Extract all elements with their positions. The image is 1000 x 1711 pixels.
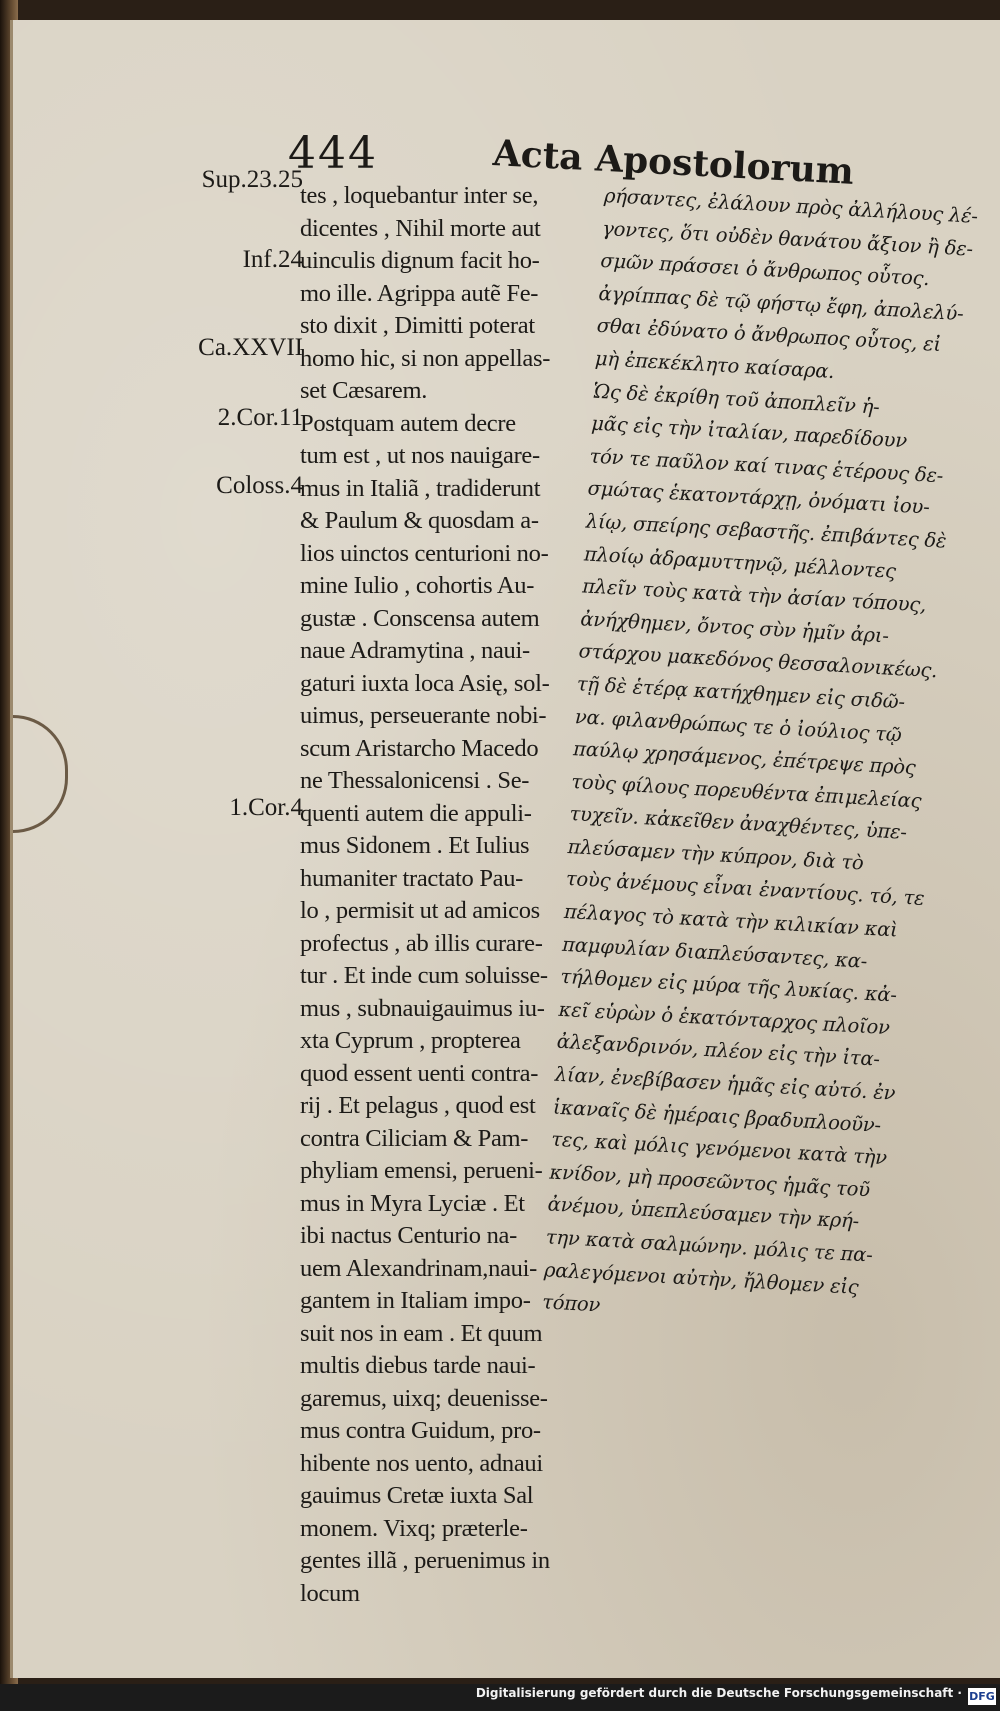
greek-line: σμῶν πράσσει ὁ ἄνθρωπος οὗτος.: [599, 249, 930, 291]
page-number: 444: [288, 128, 378, 179]
latin-line: ibi nactus Centurio na-: [300, 1222, 517, 1249]
latin-line: lo , permisit ut ad amicos: [300, 897, 540, 924]
greek-line: τόπον: [541, 1290, 601, 1317]
latin-line: mus contra Guidum, pro-: [300, 1417, 541, 1444]
greek-line: πλοίῳ ἀδραμυττηνῷ, μέλλοντες: [583, 541, 897, 583]
latin-line: dicentes , Nihil morte aut: [300, 214, 541, 242]
footer-bar: [0, 1684, 1000, 1711]
book-page: [10, 20, 1000, 1678]
latin-line: sto dixit , Dimitti poterat: [300, 312, 535, 339]
greek-line: τοὺς φίλους πορευθέντα ἐπιμελείας: [570, 769, 922, 813]
greek-line: ἀλεξανδρινόν, πλέον εἰς τὴν ἰτα-: [556, 1030, 881, 1072]
latin-line: gustæ . Conscensa autem: [300, 604, 540, 632]
latin-line: gantem in Italiam impo-: [300, 1287, 531, 1314]
latin-line: tes , loquebantur inter se,: [300, 182, 539, 209]
latin-line: mine Iulio , cohortis Au-: [300, 572, 535, 599]
greek-line: κνίδον, μὴ προσεῶντος ἡμᾶς τοῦ: [548, 1160, 871, 1202]
greek-line: Ὡς δὲ ἐκρίθη τοῦ ἀποπλεῖν ἡ-: [592, 379, 881, 419]
latin-line: gaturi iuxta loca Asię, sol-: [300, 669, 550, 697]
greek-line: σμώτας ἑκατοντάρχῃ, ὀνόματι ἰου-: [587, 476, 931, 519]
greek-text-column: [541, 180, 984, 1340]
greek-line: ἱκαναῖς δὲ ἡμέραις βραδυπλοοῦν-: [552, 1095, 882, 1137]
latin-line: rij . Et pelagus , quod est: [300, 1092, 536, 1119]
latin-line: profectus , ab illis curare-: [300, 929, 543, 957]
greek-line: τυχεῖν. κἀκεῖθεν ἀναχθέντες, ὑπε-: [568, 802, 908, 845]
latin-line: & Paulum & quosdam a-: [300, 507, 539, 534]
greek-line: τοὺς ἀνέμους εἶναι ἐναντίους. τό, τε: [565, 867, 926, 911]
greek-line: παμφυλίαν διαπλεύσαντες, κα-: [561, 932, 868, 973]
latin-line: mus in Myra Lyciæ . Et: [300, 1189, 525, 1217]
latin-line: mus , subnauigauimus iu-: [300, 994, 545, 1022]
margin-note: 1.Cor.4: [229, 794, 303, 821]
margin-note: 2.Cor.11: [217, 404, 303, 431]
greek-line: ἀγρίππας δὲ τῷ φήστῳ ἔφη, ἀπολελύ-: [598, 281, 965, 325]
greek-line: ἀνήχθημεν, ὄντος σὺν ἡμῖν ἀρι-: [579, 607, 890, 648]
greek-line: στάρχου μακεδόνος θεσσαλονικέως.: [578, 639, 938, 683]
margin-notes: [13, 20, 303, 1620]
running-title: Acta Apostolorum: [491, 132, 855, 193]
greek-line: πέλαγος τὸ κατὰ τὴν κιλικίαν καὶ: [563, 899, 899, 942]
greek-line: πλεῖν τοὺς κατὰ τὴν ἀσίαν τόπους,: [581, 574, 927, 617]
greek-line: τῇ δὲ ἑτέρᾳ κατήχθημεν εἰς σιδῶ-: [576, 672, 906, 714]
latin-line: uem Alexandrinam,naui-: [300, 1254, 537, 1282]
greek-line: μὴ ἐπεκέκλητο καίσαρα.: [594, 346, 835, 384]
latin-line: mo ille. Agrippa autẽ Fe-: [300, 279, 539, 307]
greek-line: ραλεγόμενοι αὐτὴν, ἤλθομεν εἰς: [543, 1257, 860, 1299]
greek-line: να. φιλανθρώπως τε ὁ ἰούλιος τῷ: [574, 704, 903, 746]
margin-note: Inf.24: [242, 246, 303, 273]
latin-line: ne Thessalonicensi . Se-: [300, 767, 530, 794]
greek-line: τόν τε παῦλον καί τινας ἑτέρους δε-: [588, 444, 944, 488]
latin-line: hibente nos uento, adnaui: [300, 1449, 543, 1477]
greek-line: τες, καὶ μόλις γενόμενοι κατὰ τὴν: [550, 1127, 888, 1170]
latin-line: multis diebus tarde naui-: [300, 1352, 536, 1379]
greek-line: λίῳ, σπείρης σεβαστῆς. ἐπιβάντες δὲ: [585, 509, 947, 553]
latin-line: xta Cyprum , propterea: [300, 1027, 521, 1054]
greek-line: παύλῳ χρησάμενος, ἐπέτρεψε πρὸς: [572, 737, 917, 780]
latin-line: gentes illã , peruenimus in: [300, 1547, 550, 1574]
latin-line: quenti autem die appuli-: [300, 799, 532, 827]
latin-line: gauimus Cretæ iuxta Sal: [300, 1482, 534, 1509]
margin-note: Coloss.4: [216, 472, 303, 499]
latin-line: tur . Et inde cum soluisse-: [300, 962, 548, 989]
latin-line: contra Ciliciam & Pam-: [300, 1124, 529, 1152]
latin-line: suit nos in eam . Et quum: [300, 1319, 543, 1347]
funding-credit: Digitalisierung gefördert durch die Deutsche Forschungsgemeinschaft ·: [475, 1686, 962, 1700]
latin-line: garemus, uixq; deuenisse-: [300, 1384, 548, 1412]
greek-line: μᾶς εἰς τὴν ἰταλίαν, παρεδίδουν: [590, 411, 908, 453]
greek-line: πλεύσαμεν τὴν κύπρον, διὰ τὸ: [567, 834, 865, 875]
latin-line: quod essent uenti contra-: [300, 1059, 539, 1087]
latin-line: scum Aristarcho Macedo: [300, 734, 539, 762]
latin-line: set Cæsarem.: [300, 377, 428, 404]
latin-line: uimus, perseuerante nobi-: [300, 702, 547, 729]
latin-line: mus in Italiã , tradiderunt: [300, 474, 541, 502]
greek-line: την κατὰ σαλμώνην. μόλις τε πα-: [545, 1225, 874, 1267]
margin-note: Ca.XXVII: [198, 334, 303, 361]
greek-line: γοντες, ὅτι οὐδὲν θανάτου ἄξιον ἢ δε-: [601, 216, 974, 261]
latin-line: naue Adramytina , naui-: [300, 637, 530, 664]
latin-line: locum: [300, 1579, 360, 1607]
greek-line: σθαι ἐδύνατο ὁ ἄνθρωπος οὗτος, εἰ: [596, 314, 942, 357]
latin-line: tum est , ut nos nauigare-: [300, 442, 540, 469]
latin-line: uinculis dignum facit ho-: [300, 247, 540, 274]
greek-line: τήλθομεν εἰς μύρα τῆς λυκίας. κἀ-: [559, 965, 898, 1007]
latin-line: homo hic, si non appellas-: [300, 344, 551, 372]
greek-line: ρήσαντες, ἐλάλουν πρὸς ἀλλήλους λέ-: [603, 183, 979, 228]
latin-text-column: [300, 180, 585, 1610]
margin-note: Sup.23.25: [201, 166, 303, 193]
greek-line: λίαν, ἐνεβίβασεν ἡμᾶς εἰς αὐτό. ἐν: [554, 1062, 896, 1105]
latin-line: humaniter tractato Pau-: [300, 864, 524, 892]
greek-line: κεῖ εὑρὼν ὁ ἑκατόνταρχος πλοῖον: [558, 997, 891, 1040]
latin-line: Postquam autem decre: [300, 409, 516, 437]
latin-line: lios uinctos centurioni no-: [300, 539, 549, 567]
latin-line: phyliam emensi, perueni-: [300, 1157, 543, 1184]
greek-line: ἀνέμου, ὑπεπλεύσαμεν τὴν κρή-: [547, 1192, 860, 1234]
dfg-logo: DFG: [969, 1690, 995, 1703]
latin-line: mus Sidonem . Et Iulius: [300, 832, 530, 859]
latin-line: monem. Vixq; præterle-: [300, 1514, 528, 1542]
